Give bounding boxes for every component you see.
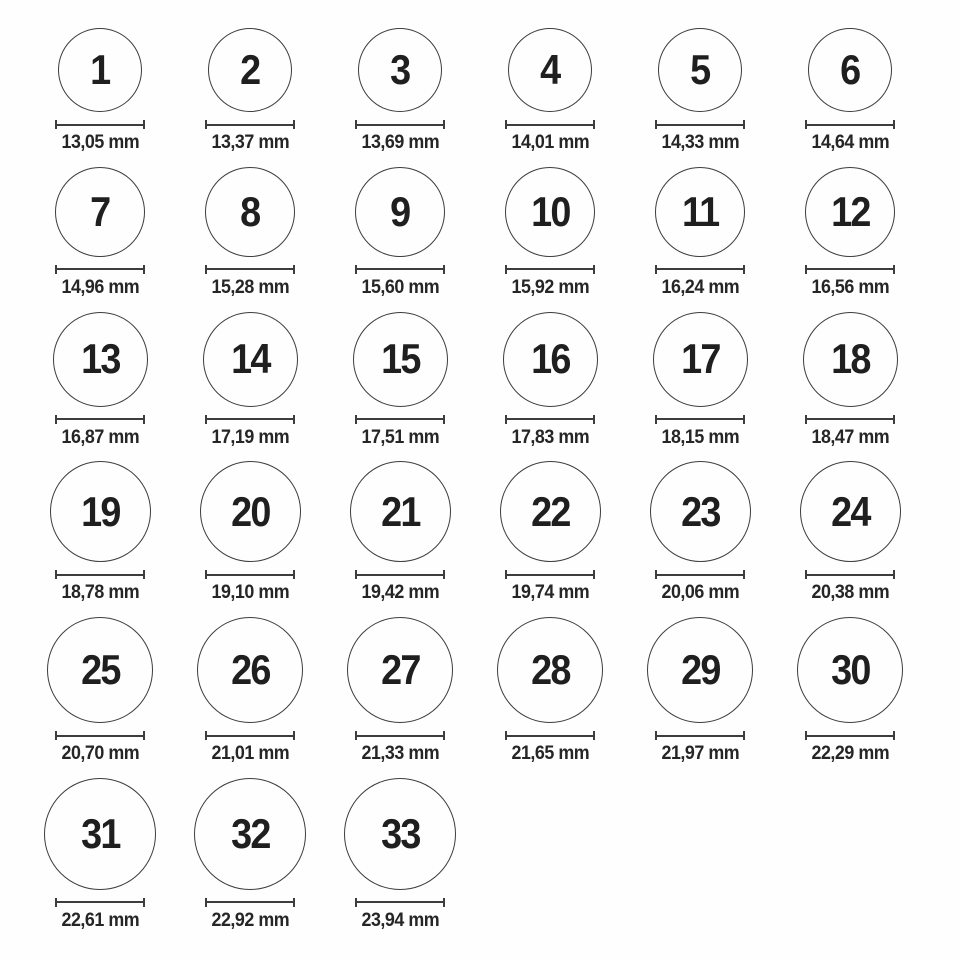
ring-size-cell [625, 28, 775, 155]
diameter-label: 15,92 mm [511, 276, 589, 298]
ring-circle [200, 461, 301, 562]
diameter-dimension-line [355, 570, 445, 579]
ring-size-cell [25, 28, 175, 155]
diameter-dimension-line [505, 265, 595, 274]
ring-size-cell [25, 167, 175, 300]
diameter-label: 18,47 mm [811, 426, 889, 448]
ring-circle [208, 28, 292, 112]
ring-circle [505, 167, 595, 257]
ring-size-number: 7 [90, 187, 110, 235]
ring-size-number: 5 [690, 46, 710, 93]
ring-size-number: 2 [240, 46, 260, 93]
ring-size-cell [25, 312, 175, 450]
diameter-dimension-line [205, 265, 295, 274]
ring-size-cell [475, 312, 625, 450]
ring-size-number: 1 [90, 46, 110, 93]
ring-size-number: 26 [230, 646, 270, 694]
diameter-label: 23,94 mm [361, 909, 439, 931]
diameter-dimension-line [355, 120, 445, 129]
ring-size-number: 16 [530, 335, 570, 383]
ring-size-number: 20 [230, 487, 270, 535]
diameter-dimension-line [505, 570, 595, 579]
ring-size-cell [775, 617, 925, 766]
ring-size-number: 13 [80, 335, 120, 383]
ring-size-cell [625, 167, 775, 300]
diameter-label: 21,97 mm [661, 743, 739, 765]
diameter-dimension-line [805, 570, 895, 579]
diameter-dimension-line [205, 120, 295, 129]
ring-circle [653, 312, 748, 407]
diameter-dimension-line [55, 120, 145, 129]
ring-size-cell [325, 167, 475, 300]
ring-circle [47, 617, 153, 723]
ring-circle [503, 312, 598, 407]
diameter-dimension-line [355, 898, 445, 907]
ring-size-number: 8 [240, 187, 260, 235]
diameter-dimension-line [355, 415, 445, 424]
ring-size-cell [175, 778, 325, 933]
ring-circle [55, 167, 145, 257]
ring-size-number: 30 [830, 646, 870, 694]
ring-circle [500, 461, 601, 562]
ring-size-cell [475, 617, 625, 766]
diameter-label: 17,51 mm [361, 426, 439, 448]
ring-circle [58, 28, 142, 112]
ring-size-number: 12 [830, 187, 870, 235]
size-row [25, 312, 935, 450]
ring-circle [358, 28, 442, 112]
diameter-dimension-line [55, 731, 145, 740]
diameter-dimension-line [55, 570, 145, 579]
diameter-label: 16,24 mm [661, 276, 739, 298]
size-row [25, 778, 935, 933]
ring-circle [497, 617, 603, 723]
diameter-label: 18,78 mm [61, 582, 139, 604]
size-row [25, 461, 935, 605]
ring-circle [44, 778, 156, 890]
ring-circle [353, 312, 448, 407]
diameter-dimension-line [805, 415, 895, 424]
ring-circle [800, 461, 901, 562]
ring-circle [203, 312, 298, 407]
ring-size-cell [475, 167, 625, 300]
diameter-label: 16,87 mm [61, 426, 139, 448]
ring-circle [658, 28, 742, 112]
diameter-label: 20,06 mm [661, 582, 739, 604]
ring-size-cell [175, 167, 325, 300]
diameter-label: 18,15 mm [661, 426, 739, 448]
ring-size-cell [325, 461, 475, 605]
ring-size-number: 28 [530, 646, 570, 694]
ring-size-cell [325, 312, 475, 450]
ring-size-number: 23 [680, 487, 720, 535]
diameter-dimension-line [655, 120, 745, 129]
diameter-label: 14,96 mm [61, 276, 139, 298]
ring-size-number: 22 [530, 487, 570, 535]
diameter-label: 22,61 mm [61, 909, 139, 931]
diameter-label: 21,01 mm [211, 743, 289, 765]
diameter-label: 21,33 mm [361, 743, 439, 765]
ring-circle [803, 312, 898, 407]
ring-size-cell [475, 28, 625, 155]
ring-circle [355, 167, 445, 257]
diameter-label: 22,92 mm [211, 909, 289, 931]
ring-size-cell [625, 312, 775, 450]
diameter-label: 13,37 mm [211, 132, 289, 153]
diameter-label: 14,01 mm [511, 132, 589, 153]
diameter-dimension-line [805, 120, 895, 129]
ring-size-cell [325, 617, 475, 766]
ring-size-number: 29 [680, 646, 720, 694]
ring-size-cell [25, 617, 175, 766]
ring-circle [344, 778, 456, 890]
diameter-label: 19,74 mm [511, 582, 589, 604]
ring-size-number: 4 [540, 46, 560, 93]
ring-size-number: 31 [80, 809, 120, 857]
diameter-dimension-line [655, 415, 745, 424]
diameter-dimension-line [505, 120, 595, 129]
ring-size-cell [25, 778, 175, 933]
ring-circle [50, 461, 151, 562]
ring-size-cell [775, 312, 925, 450]
ring-size-number: 9 [390, 187, 410, 235]
ring-size-number: 15 [380, 335, 420, 383]
diameter-dimension-line [655, 731, 745, 740]
ring-size-cell [625, 617, 775, 766]
diameter-label: 19,10 mm [211, 582, 289, 604]
diameter-dimension-line [805, 265, 895, 274]
ring-size-cell [325, 778, 475, 933]
diameter-dimension-line [355, 731, 445, 740]
diameter-dimension-line [505, 415, 595, 424]
diameter-label: 15,60 mm [361, 276, 439, 298]
ring-circle [650, 461, 751, 562]
diameter-label: 13,05 mm [61, 132, 139, 153]
diameter-dimension-line [655, 570, 745, 579]
diameter-label: 15,28 mm [211, 276, 289, 298]
diameter-dimension-line [205, 731, 295, 740]
diameter-label: 13,69 mm [361, 132, 439, 153]
ring-size-number: 10 [530, 187, 570, 235]
ring-circle [508, 28, 592, 112]
ring-size-number: 27 [380, 646, 420, 694]
ring-circle [53, 312, 148, 407]
ring-size-cell [475, 461, 625, 605]
ring-circle [197, 617, 303, 723]
ring-circle [194, 778, 306, 890]
diameter-label: 17,19 mm [211, 426, 289, 448]
ring-circle [205, 167, 295, 257]
ring-size-number: 19 [80, 487, 120, 535]
size-row [25, 28, 935, 155]
diameter-label: 16,56 mm [811, 276, 889, 298]
ring-size-number: 24 [830, 487, 870, 535]
ring-size-cell [175, 617, 325, 766]
diameter-dimension-line [205, 898, 295, 907]
ring-circle [347, 617, 453, 723]
ring-size-number: 21 [380, 487, 420, 535]
diameter-dimension-line [55, 898, 145, 907]
ring-size-number: 32 [230, 809, 270, 857]
diameter-dimension-line [505, 731, 595, 740]
ring-circle [350, 461, 451, 562]
ring-circle [808, 28, 892, 112]
ring-size-number: 3 [390, 46, 410, 93]
ring-size-cell [625, 461, 775, 605]
ring-size-cell [25, 461, 175, 605]
ring-size-cell [775, 167, 925, 300]
ring-size-cell [175, 461, 325, 605]
diameter-label: 14,64 mm [811, 132, 889, 153]
diameter-label: 21,65 mm [511, 743, 589, 765]
ring-size-cell [175, 312, 325, 450]
ring-circle [647, 617, 753, 723]
ring-circle [797, 617, 903, 723]
ring-size-cell [775, 461, 925, 605]
ring-size-number: 25 [80, 646, 120, 694]
diameter-label: 20,70 mm [61, 743, 139, 765]
ring-size-number: 17 [680, 335, 720, 383]
diameter-dimension-line [55, 415, 145, 424]
ring-size-number: 33 [380, 809, 420, 857]
diameter-dimension-line [805, 731, 895, 740]
size-row [25, 167, 935, 300]
ring-size-number: 11 [681, 187, 719, 235]
ring-size-number: 14 [230, 335, 270, 383]
ring-size-cell [775, 28, 925, 155]
diameter-label: 22,29 mm [811, 743, 889, 765]
ring-size-cell [175, 28, 325, 155]
diameter-dimension-line [205, 415, 295, 424]
diameter-dimension-line [355, 265, 445, 274]
diameter-label: 19,42 mm [361, 582, 439, 604]
ring-circle [805, 167, 895, 257]
diameter-dimension-line [655, 265, 745, 274]
diameter-label: 14,33 mm [661, 132, 739, 153]
ring-size-number: 6 [840, 46, 860, 93]
ring-size-cell [325, 28, 475, 155]
diameter-label: 20,38 mm [811, 582, 889, 604]
diameter-dimension-line [55, 265, 145, 274]
ring-size-number: 18 [830, 335, 870, 383]
diameter-dimension-line [205, 570, 295, 579]
ring-circle [655, 167, 745, 257]
diameter-label: 17,83 mm [511, 426, 589, 448]
size-row [25, 617, 935, 766]
